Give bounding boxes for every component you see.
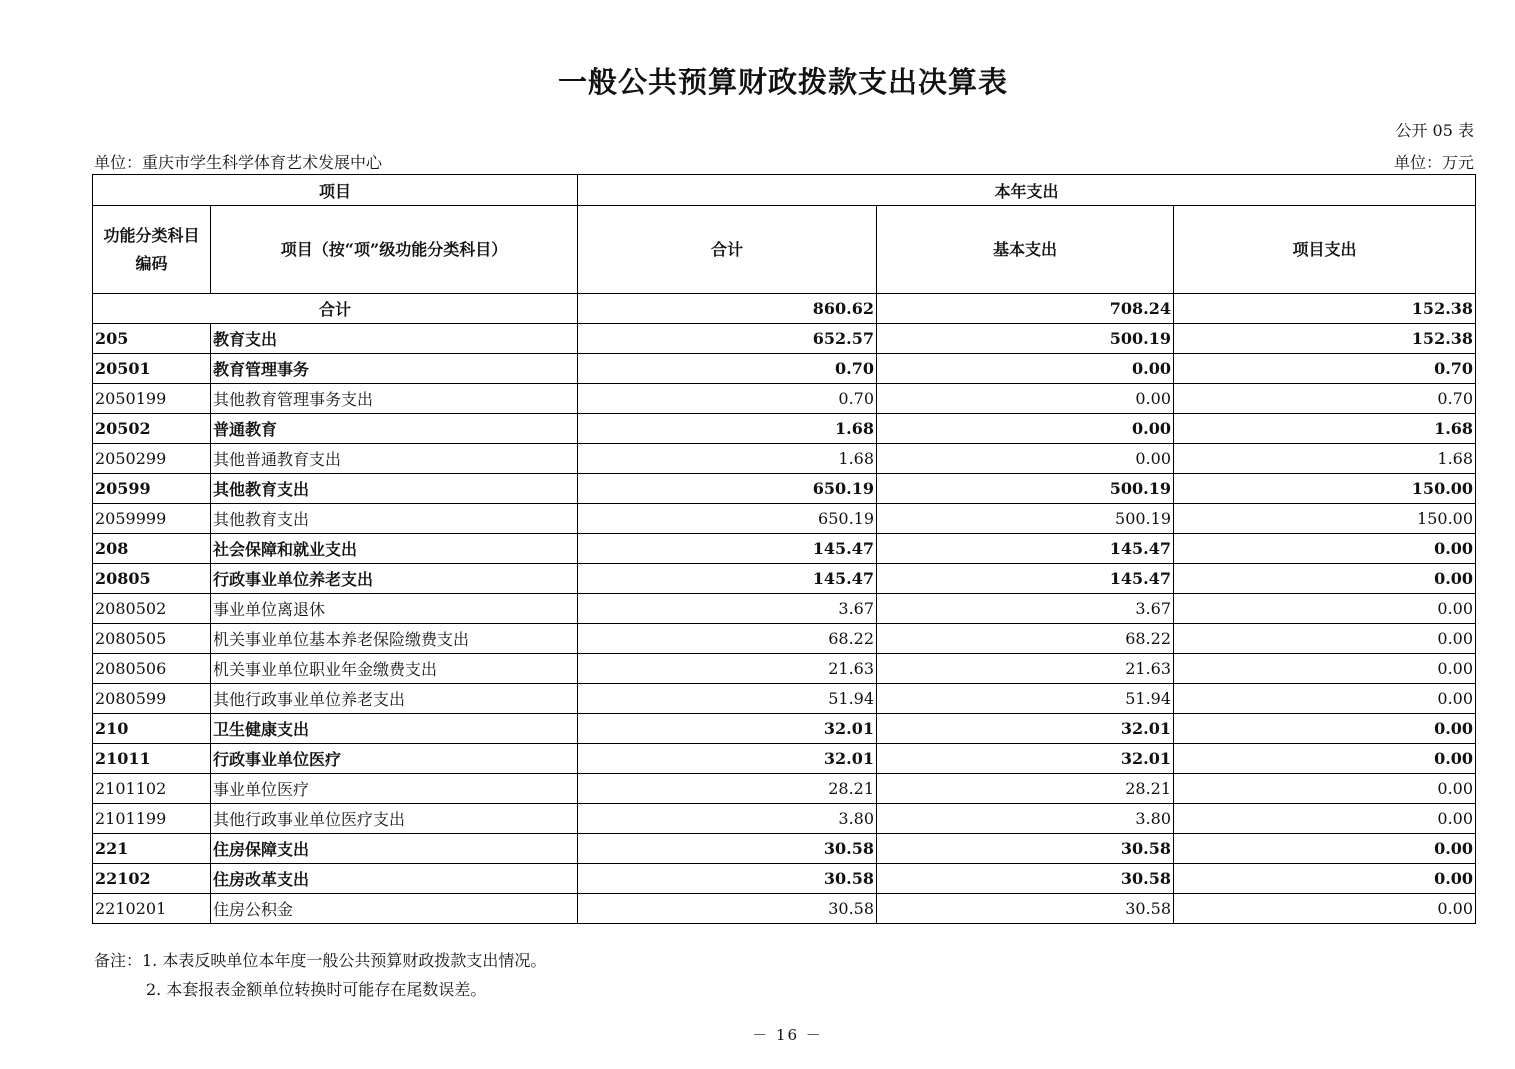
table-row xyxy=(93,684,1476,714)
row-total: 21.63 xyxy=(578,654,877,684)
row-name: 社会保障和就业支出 xyxy=(211,534,578,564)
row-basic: 32.01 xyxy=(877,744,1174,774)
row-code: 2101199 xyxy=(93,804,211,834)
row-project: 0.00 xyxy=(1174,894,1476,924)
table-row xyxy=(93,384,1476,414)
row-name: 其他普通教育支出 xyxy=(211,444,578,474)
row-name: 住房保障支出 xyxy=(211,834,578,864)
row-project: 0.00 xyxy=(1174,594,1476,624)
row-name: 机关事业单位基本养老保险缴费支出 xyxy=(211,624,578,654)
row-total: 30.58 xyxy=(578,864,877,894)
row-code: 22102 xyxy=(93,864,211,894)
row-name: 行政事业单位养老支出 xyxy=(211,564,578,594)
row-project: 0.00 xyxy=(1174,654,1476,684)
header-total: 合计 xyxy=(578,206,877,294)
row-basic: 28.21 xyxy=(877,774,1174,804)
row-total: 652.57 xyxy=(578,324,877,354)
row-name: 教育管理事务 xyxy=(211,354,578,384)
row-project: 0.00 xyxy=(1174,534,1476,564)
row-basic: 0.00 xyxy=(877,354,1174,384)
row-total: 32.01 xyxy=(578,714,877,744)
row-basic: 51.94 xyxy=(877,684,1174,714)
row-total: 30.58 xyxy=(578,894,877,924)
row-basic: 500.19 xyxy=(877,474,1174,504)
reporting-unit: 单位：重庆市学生科学体育艺术发展中心 xyxy=(94,153,383,172)
row-code: 21011 xyxy=(93,744,211,774)
row-total: 0.70 xyxy=(578,384,877,414)
row-name: 教育支出 xyxy=(211,324,578,354)
row-project: 0.00 xyxy=(1174,774,1476,804)
row-basic: 0.00 xyxy=(877,384,1174,414)
total-sum: 860.62 xyxy=(578,294,877,324)
row-project: 0.00 xyxy=(1174,714,1476,744)
table-row xyxy=(93,564,1476,594)
row-project: 0.00 xyxy=(1174,804,1476,834)
row-basic: 30.58 xyxy=(877,834,1174,864)
row-total: 1.68 xyxy=(578,444,877,474)
header-item: 项目 xyxy=(93,175,578,206)
row-code: 2080506 xyxy=(93,654,211,684)
row-project: 0.00 xyxy=(1174,834,1476,864)
row-total: 51.94 xyxy=(578,684,877,714)
row-basic: 145.47 xyxy=(877,534,1174,564)
row-name: 普通教育 xyxy=(211,414,578,444)
row-code: 2050299 xyxy=(93,444,211,474)
row-code: 205 xyxy=(93,324,211,354)
row-total: 1.68 xyxy=(578,414,877,444)
row-project: 150.00 xyxy=(1174,504,1476,534)
row-project: 1.68 xyxy=(1174,444,1476,474)
row-basic: 3.80 xyxy=(877,804,1174,834)
row-project: 0.00 xyxy=(1174,624,1476,654)
table-row xyxy=(93,654,1476,684)
row-project: 152.38 xyxy=(1174,324,1476,354)
row-name: 行政事业单位医疗 xyxy=(211,744,578,774)
header-code-line1: 功能分类科目 xyxy=(103,225,200,245)
row-total: 3.80 xyxy=(578,804,877,834)
row-code: 20502 xyxy=(93,414,211,444)
row-code: 20805 xyxy=(93,564,211,594)
table-row xyxy=(93,324,1476,354)
row-code: 2101102 xyxy=(93,774,211,804)
table-row xyxy=(93,594,1476,624)
header-item-detail: 项目（按“项”级功能分类科目） xyxy=(211,206,578,294)
row-total: 3.67 xyxy=(578,594,877,624)
header-code xyxy=(93,206,211,294)
header-basic: 基本支出 xyxy=(877,206,1174,294)
row-basic: 500.19 xyxy=(877,504,1174,534)
row-code: 208 xyxy=(93,534,211,564)
row-basic: 68.22 xyxy=(877,624,1174,654)
table-row xyxy=(93,474,1476,504)
row-name: 事业单位医疗 xyxy=(211,774,578,804)
page-title: 一般公共预算财政拨款支出决算表 xyxy=(557,65,1008,99)
row-basic: 30.58 xyxy=(877,894,1174,924)
row-project: 0.70 xyxy=(1174,354,1476,384)
table-row xyxy=(93,744,1476,774)
table-row xyxy=(93,894,1476,924)
row-total: 28.21 xyxy=(578,774,877,804)
row-code: 2080502 xyxy=(93,594,211,624)
row-project: 1.68 xyxy=(1174,414,1476,444)
table-row xyxy=(93,444,1476,474)
row-basic: 32.01 xyxy=(877,714,1174,744)
row-name: 事业单位离退休 xyxy=(211,594,578,624)
note-line-2: 2. 本套报表金额单位转换时可能存在尾数误差。 xyxy=(146,980,487,999)
row-total: 145.47 xyxy=(578,534,877,564)
row-name: 卫生健康支出 xyxy=(211,714,578,744)
row-code: 20599 xyxy=(93,474,211,504)
row-name: 机关事业单位职业年金缴费支出 xyxy=(211,654,578,684)
total-project: 152.38 xyxy=(1174,294,1476,324)
total-row xyxy=(93,294,1476,324)
total-basic: 708.24 xyxy=(877,294,1174,324)
row-basic: 0.00 xyxy=(877,444,1174,474)
row-code: 2059999 xyxy=(93,504,211,534)
table-row xyxy=(93,624,1476,654)
row-total: 650.19 xyxy=(578,474,877,504)
row-code: 2210201 xyxy=(93,894,211,924)
table-row xyxy=(93,774,1476,804)
expenditure-table xyxy=(92,174,1476,924)
row-total: 68.22 xyxy=(578,624,877,654)
header-project: 项目支出 xyxy=(1174,206,1476,294)
row-project: 0.00 xyxy=(1174,864,1476,894)
row-total: 32.01 xyxy=(578,744,877,774)
row-project: 0.70 xyxy=(1174,384,1476,414)
row-name: 其他教育支出 xyxy=(211,504,578,534)
table-row xyxy=(93,864,1476,894)
row-project: 150.00 xyxy=(1174,474,1476,504)
table-row xyxy=(93,804,1476,834)
table-row xyxy=(93,504,1476,534)
header-current-year: 本年支出 xyxy=(578,175,1476,206)
row-name: 其他教育支出 xyxy=(211,474,578,504)
row-total: 0.70 xyxy=(578,354,877,384)
row-basic: 30.58 xyxy=(877,864,1174,894)
table-row xyxy=(93,354,1476,384)
total-label: 合计 xyxy=(93,294,578,324)
row-name: 其他行政事业单位医疗支出 xyxy=(211,804,578,834)
row-basic: 21.63 xyxy=(877,654,1174,684)
row-total: 650.19 xyxy=(578,504,877,534)
row-code: 2050199 xyxy=(93,384,211,414)
row-code: 210 xyxy=(93,714,211,744)
row-name: 住房改革支出 xyxy=(211,864,578,894)
header-code-line2: 编码 xyxy=(135,253,168,273)
row-name: 住房公积金 xyxy=(211,894,578,924)
table-row xyxy=(93,414,1476,444)
row-total: 30.58 xyxy=(578,834,877,864)
row-name: 其他行政事业单位养老支出 xyxy=(211,684,578,714)
row-code: 221 xyxy=(93,834,211,864)
table-row xyxy=(93,714,1476,744)
row-basic: 145.47 xyxy=(877,564,1174,594)
form-number: 公开 05 表 xyxy=(1395,121,1474,140)
row-project: 0.00 xyxy=(1174,564,1476,594)
row-code: 2080599 xyxy=(93,684,211,714)
row-name: 其他教育管理事务支出 xyxy=(211,384,578,414)
table-row xyxy=(93,834,1476,864)
row-total: 145.47 xyxy=(578,564,877,594)
page-number: － 16 － xyxy=(752,1026,823,1044)
row-basic: 3.67 xyxy=(877,594,1174,624)
row-basic: 0.00 xyxy=(877,414,1174,444)
table-row xyxy=(93,534,1476,564)
table-body xyxy=(93,294,1476,924)
notes xyxy=(94,946,546,1004)
row-basic: 500.19 xyxy=(877,324,1174,354)
row-code: 20501 xyxy=(93,354,211,384)
note-line-1: 备注：1. 本表反映单位本年度一般公共预算财政拨款支出情况。 xyxy=(94,951,547,970)
row-project: 0.00 xyxy=(1174,744,1476,774)
currency-unit: 单位：万元 xyxy=(1393,153,1474,172)
row-project: 0.00 xyxy=(1174,684,1476,714)
row-code: 2080505 xyxy=(93,624,211,654)
